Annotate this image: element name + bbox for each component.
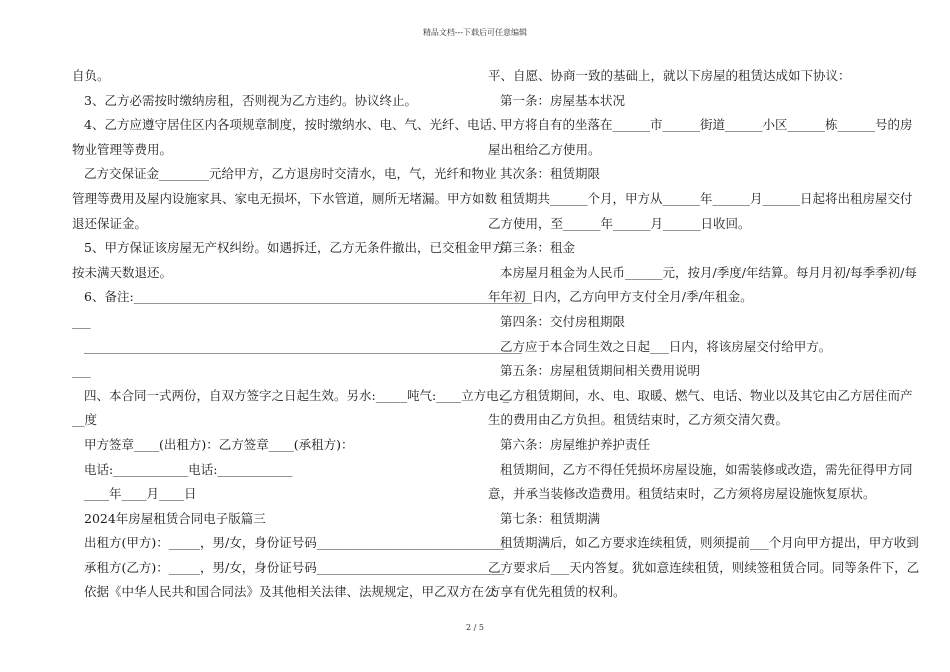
text-line: 乙方应于本合同生效之日起___日内，将该房屋交付给甲方。 [500,338,832,354]
text-line: 出租方(甲方)：_____，男/女，身份证号码______________________________ [84,535,505,551]
text-line: 乙方租赁期间，水、电、取暖、燃气、电话、物业以及其它由乙方居住而产 [500,387,913,403]
text-line: 承租方(乙方)：_____，男/女，身份证号码______________________________ [84,559,505,575]
text-line: 按未满天数退还。 [72,264,173,280]
text-line: 乙方要求后___天内答复。犹如意连续租赁，则续签租赁合同。同等条件下，乙 [488,559,920,575]
text-line: 年年初_日内，乙方向甲方支付全月/季/年租金。 [488,289,753,305]
text-line: 生的费用由乙方负担。租赁结束时，乙方须交清欠费。 [488,412,789,428]
text-line: ___ [72,313,91,329]
text-line: ____年____月____日 [84,486,197,502]
text-line: 管理等费用及屋内设施家具、家电无损坏，下水管道，厕所无堵漏。甲方如数 [72,190,498,206]
text-line: 租赁期共______个月，甲方从______年______月______日起将出租房屋交付 [500,190,913,206]
text-line: 物业管理等费用。 [72,141,173,157]
text-line: 本房屋月租金为人民币______元，按月/季度/年结算。每月月初/每季季初/每 [500,264,917,280]
text-line: 乙方使用，至______年______月______日收回。 [488,215,751,231]
text-line: 平、自愿、协商一致的基础上，就以下房屋的租赁达成如下协议： [488,68,851,83]
text-line: 方享有优先租赁的权利。 [488,584,626,600]
text-line: 5、甲方保证该房屋无产权纠纷。如遇拆迁，乙方无条件撤出，已交租金甲方 [84,240,505,256]
text-line: 第一条：房屋基本状况 [500,92,626,108]
text-line: 第六条：房屋维护养护责任 [500,436,651,452]
text-line: 其次条：租赁期限 [500,166,601,182]
text-line: 第七条：租赁期满 [500,510,601,526]
page-header: 精品文档---下载后可任意编辑 [422,28,528,37]
text-line: __度 [72,412,98,428]
text-line: 屋出租给乙方使用。 [488,141,601,157]
left-column [72,64,528,605]
text-line: 四、本合同一式两份，自双方签字之日起生效。另水:_____吨气:____立方电:_ [84,387,510,403]
text-line: ___ [72,363,91,379]
text-line: 租赁期间，乙方不得任凭损坏房屋设施，如需装修或改造，需先征得甲方同 [500,461,913,477]
text-line: 第五条：房屋租赁期间相关费用说明 [500,363,701,379]
text-line: 第三条：租金 [500,240,576,256]
text-line: ______________________________________________________________________ [84,338,522,354]
text-line: 4、乙方应遵守居住区内各项规章制度，按时缴纳水、电、气、光纤、电话、 [84,117,505,133]
text-line: 依据《中华人民共和国合同法》及其他相关法律、法规规定，甲乙双方在公 [84,584,497,600]
text-line: 租赁期满后，如乙方要求连续租赁，则须提前___个月向甲方提出，甲方收到 [500,535,919,551]
text-line: 甲方签章____(出租方)：乙方签章____(承租方)： [84,436,354,452]
right-column [488,64,920,605]
text-line: 乙方交保证金________元给甲方，乙方退房时交清水，电，气，光纤和物业 [84,166,497,182]
text-line: 3、乙方必需按时缴纳房租，否则视为乙方违约。协议终止。 [84,92,417,108]
text-line: 2024年房屋租赁合同电子版篇三 [84,510,266,526]
text-line: 第四条：交付房租期限 [500,313,626,329]
text-line: 电话:____________电话:____________ [84,461,293,477]
text-line: 自负。 [72,68,110,83]
text-line: 甲方将自有的坐落在______市______街道______小区______栋______号的房 [500,117,913,133]
text-line: 6、备注:_______________________________________________________________ [84,289,528,305]
text-line: 退还保证金。 [72,215,148,231]
page-number: 2 / 5 [466,623,484,632]
text-line: 意，并承当装修改造费用。租赁结束时，乙方须将房屋设施恢复原状。 [488,486,876,502]
